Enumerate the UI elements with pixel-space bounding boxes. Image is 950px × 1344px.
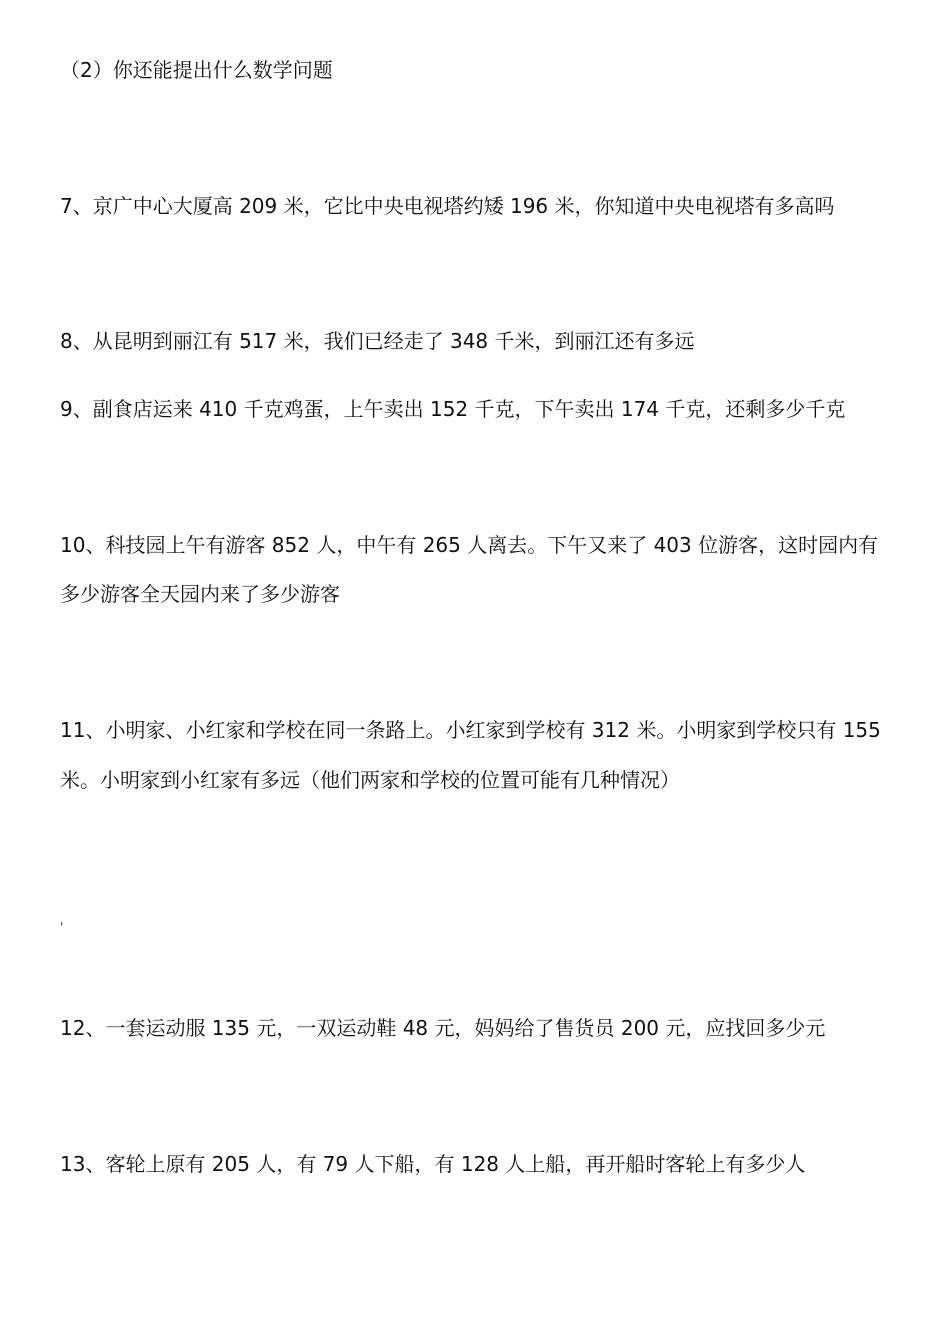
question-12: 12、一套运动服 135 元，一双运动鞋 48 元，妈妈给了售货员 200 元，应找回多少元 [60, 1016, 826, 1040]
question-10-line-1: 10、科技园上午有游客 852 人，中午有 265 人离去。下午又来了 403 位游客，这时园内有 [60, 533, 879, 557]
question-6-sub-2: （2）你还能提出什么数学问题 [60, 58, 333, 82]
question-11-line-2: 米。小明家到小红家有多远（他们两家和学校的位置可能有几种情况） [60, 768, 680, 792]
question-13: 13、客轮上原有 205 人，有 79 人下船，有 128 人上船，再开船时客轮上有多少人 [60, 1152, 806, 1176]
question-8: 8、从昆明到丽江有 517 米，我们已经走了 348 千米，到丽江还有多远 [60, 329, 695, 353]
question-9: 9、副食店运来 410 千克鸡蛋，上午卖出 152 千克，下午卖出 174 千克，还剩多少千克 [60, 397, 846, 421]
stray-mark: ' [60, 920, 64, 934]
question-7: 7、京广中心大厦高 209 米，它比中央电视塔约矮 196 米，你知道中央电视塔有多高吗 [60, 194, 835, 218]
question-10-line-2: 多少游客全天园内来了多少游客 [60, 582, 340, 606]
question-11-line-1: 11、小明家、小红家和学校在同一条路上。小红家到学校有 312 米。小明家到学校只有 155 [60, 718, 881, 742]
